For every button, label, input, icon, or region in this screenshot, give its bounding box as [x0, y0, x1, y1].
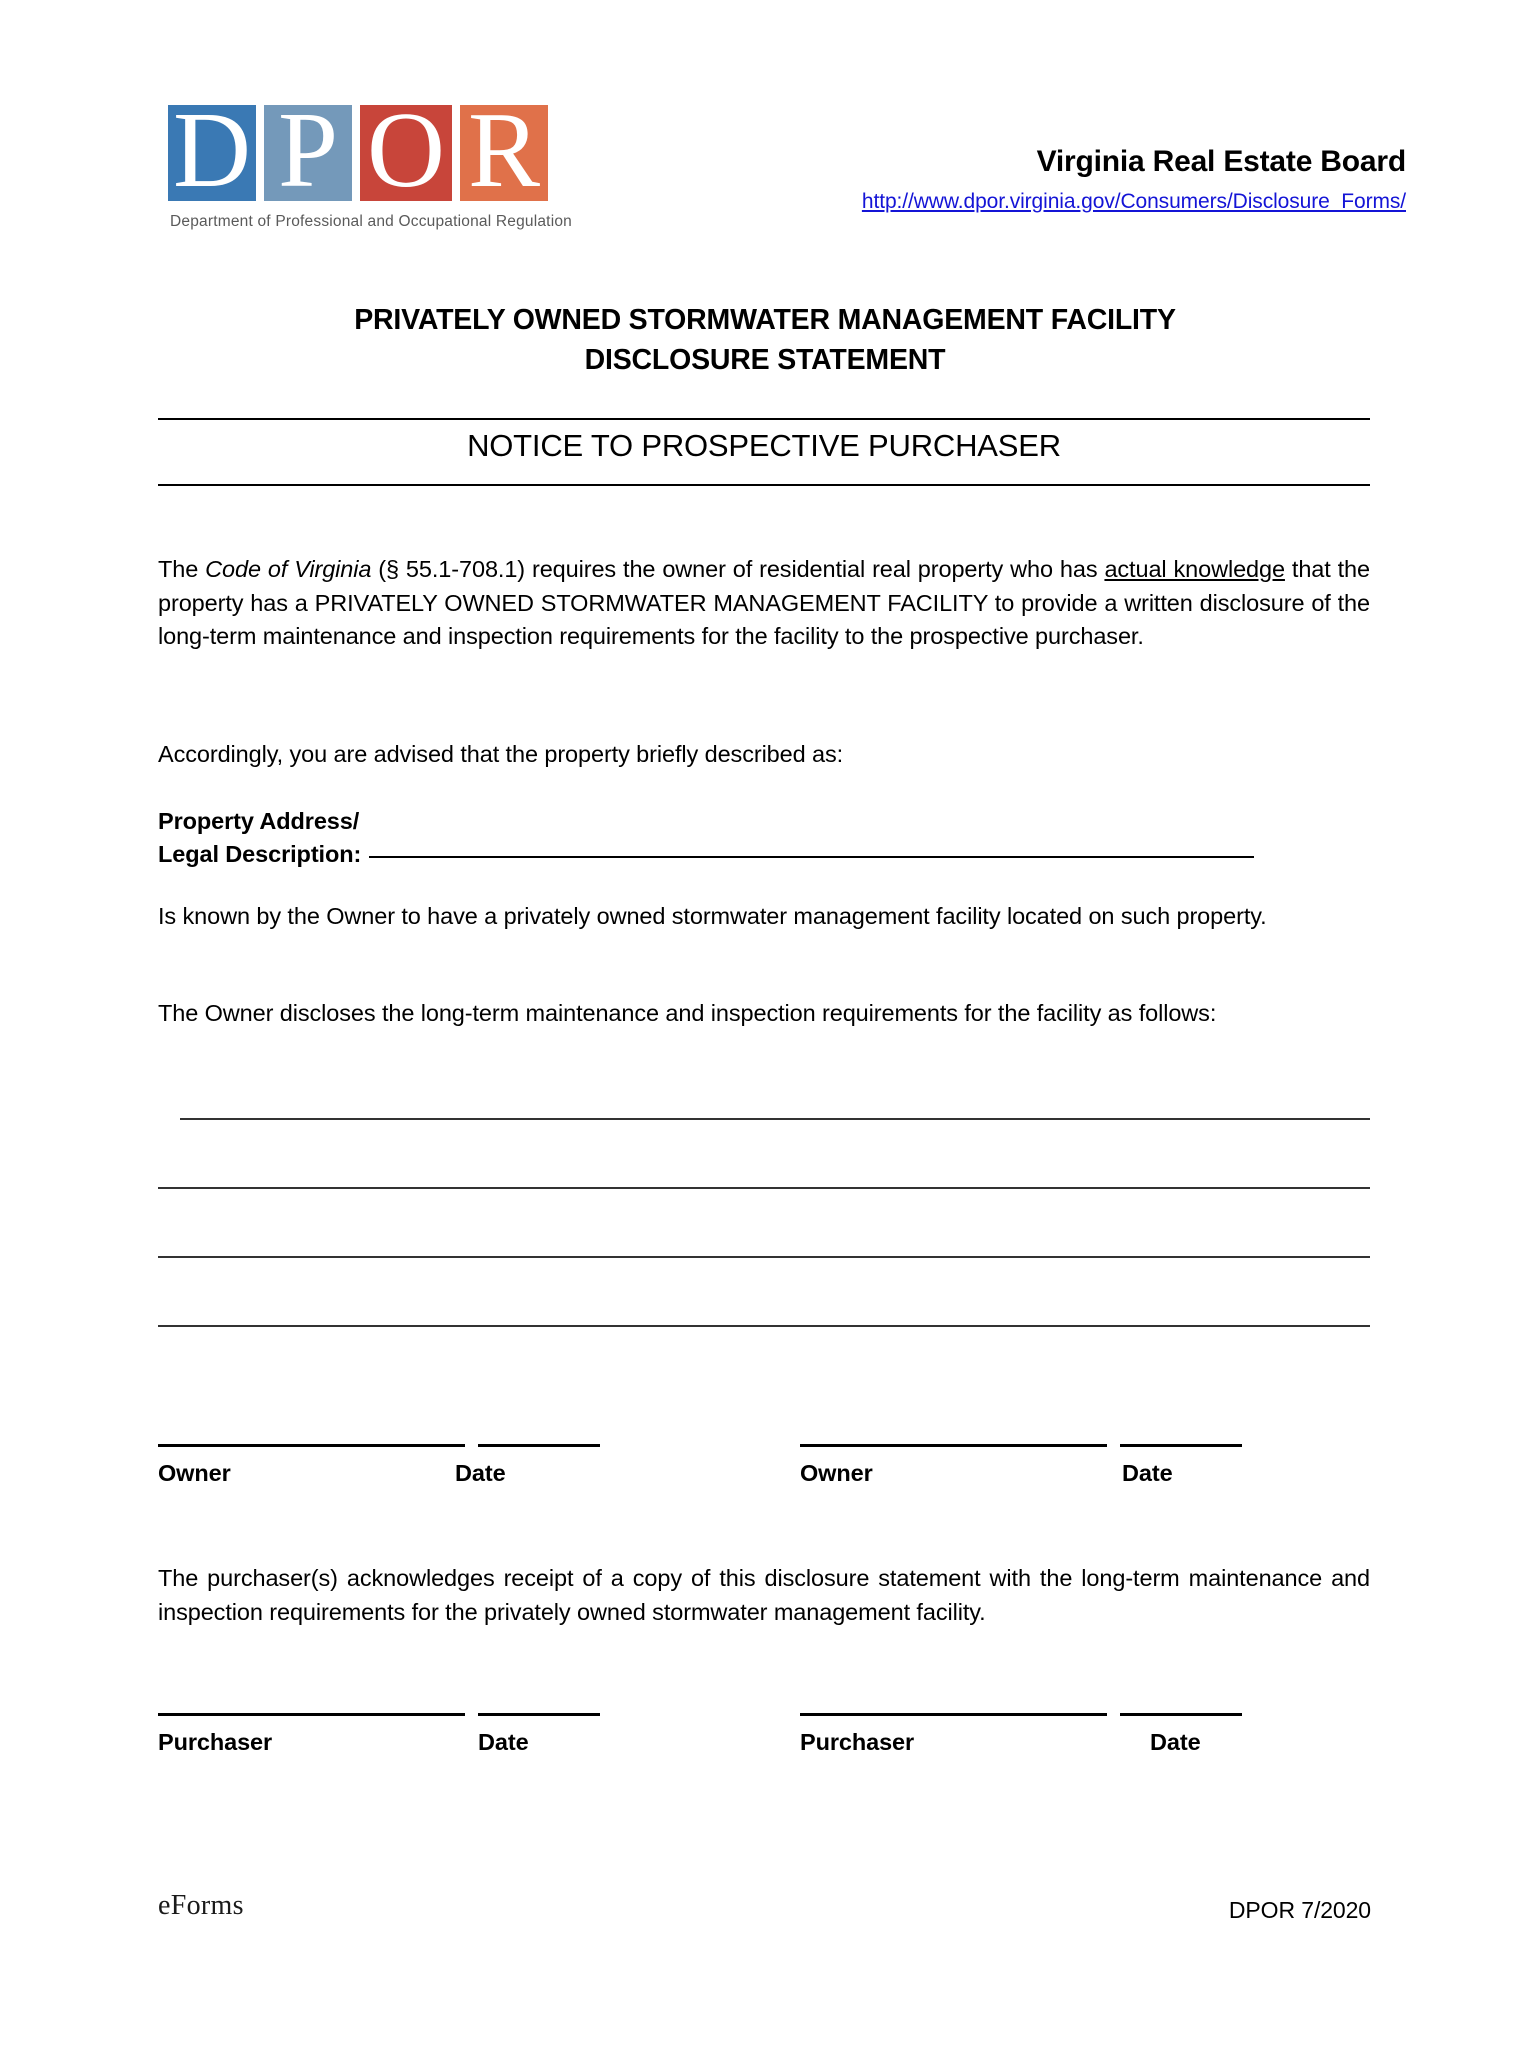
dpor-logo-letters: [168, 105, 608, 210]
logo-letter-r: R: [467, 105, 541, 197]
owner-2-date-line[interactable]: [1120, 1444, 1242, 1447]
notice-heading: NOTICE TO PROSPECTIVE PURCHASER: [467, 428, 1061, 463]
form-revision: DPOR 7/2020: [1228, 1897, 1371, 1923]
paragraph-owner-discloses: The Owner discloses the long-term maintenance and inspection requirements for the facility as follows:: [158, 1000, 1217, 1026]
disclosure-write-line-4[interactable]: [158, 1325, 1370, 1327]
owner-1-label: Owner: [158, 1460, 231, 1486]
logo-tile-d: [168, 105, 256, 197]
purchaser-1-date-label: Date: [478, 1729, 529, 1755]
purchaser-2-label: Purchaser: [800, 1729, 915, 1755]
paragraph-is-known-by-owner: Is known by the Owner to have a privately owned stormwater management facility located on such property.: [158, 903, 1267, 929]
owner-2-date-label: Date: [1122, 1460, 1173, 1486]
disclosure-write-line-1[interactable]: [180, 1118, 1370, 1120]
para1-italic-code: Code of Virginia: [205, 556, 372, 582]
page-title: [160, 300, 1370, 380]
purchaser-2-signature-line[interactable]: [800, 1713, 1107, 1716]
purchaser-2-date-line[interactable]: [1120, 1713, 1242, 1716]
logo-underline-p: [264, 197, 352, 201]
disclosure-write-line-3[interactable]: [158, 1256, 1370, 1258]
board-title: Virginia Real Estate Board: [1036, 145, 1406, 178]
eforms-brand: eForms: [158, 1890, 244, 1921]
para1-seg3: that the property has a PRIVATELY OWNED STORMWATER MANAGEMENT FACILITY to provide a written disclosure of the long-term maintenance and inspection requirements for the facility to the prospective purchaser.: [158, 556, 1371, 649]
para1-seg2: (§ 55.1-708.1) requires the owner of residential real property who has: [371, 556, 1105, 582]
logo-letter-p: P: [277, 105, 339, 197]
owner-1-date-line[interactable]: [478, 1444, 600, 1447]
logo-underline-d: [168, 197, 256, 201]
logo-tile-r: [460, 105, 548, 197]
page-title-line1: PRIVATELY OWNED STORMWATER MANAGEMENT FACILITY: [354, 304, 1176, 336]
paragraph-accordingly: Accordingly, you are advised that the property briefly described as:: [158, 741, 844, 767]
logo-letter-d: D: [173, 105, 251, 197]
disclosure-forms-link[interactable]: http://www.dpor.virginia.gov/Consumers/Disclosure_Forms/: [861, 190, 1406, 213]
purchaser-1-label: Purchaser: [158, 1729, 273, 1755]
notice-rule-bottom: [158, 484, 1370, 486]
logo-underline-r: [460, 197, 548, 201]
logo-tagline: Department of Professional and Occupational Regulation: [170, 213, 572, 230]
owner-2-label: Owner: [800, 1460, 873, 1486]
legal-description-row: [158, 838, 1370, 872]
owner-1-date-label: Date: [455, 1460, 506, 1486]
logo-tile-p: [264, 105, 352, 197]
paragraph-code-of-virginia: [158, 553, 1370, 654]
purchaser-signature-row: [0, 1713, 1529, 1793]
legal-description-label: Legal Description:: [158, 841, 362, 867]
logo-tile-o: [360, 105, 452, 197]
para1-seg1: The: [158, 556, 206, 582]
purchaser-2-date-label: Date: [1150, 1729, 1201, 1755]
disclosure-write-line-2[interactable]: [158, 1187, 1370, 1189]
purchaser-1-signature-line[interactable]: [158, 1713, 465, 1716]
owner-signature-row: [0, 1444, 1529, 1524]
page-title-line2: DISCLOSURE STATEMENT: [584, 344, 946, 376]
owner-1-signature-line[interactable]: [158, 1444, 465, 1447]
para1-underline-actual-knowledge: actual knowledge: [1104, 556, 1285, 582]
owner-2-signature-line[interactable]: [800, 1444, 1107, 1447]
paragraph-purchaser-acknowledges: The purchaser(s) acknowledges receipt of a copy of this disclosure statement with the long-term maintenance and inspection requirements for the privately owned stormwater management facility.: [158, 1565, 1370, 1625]
notice-rule-top: [158, 418, 1370, 420]
dpor-logo: [168, 105, 618, 230]
property-address-label: Property Address/: [158, 808, 360, 834]
logo-letter-o: O: [367, 105, 445, 197]
logo-underline-o: [360, 197, 452, 201]
document-header: [0, 0, 1529, 275]
purchaser-1-date-line[interactable]: [478, 1713, 600, 1716]
legal-description-input-line[interactable]: [369, 856, 1254, 858]
